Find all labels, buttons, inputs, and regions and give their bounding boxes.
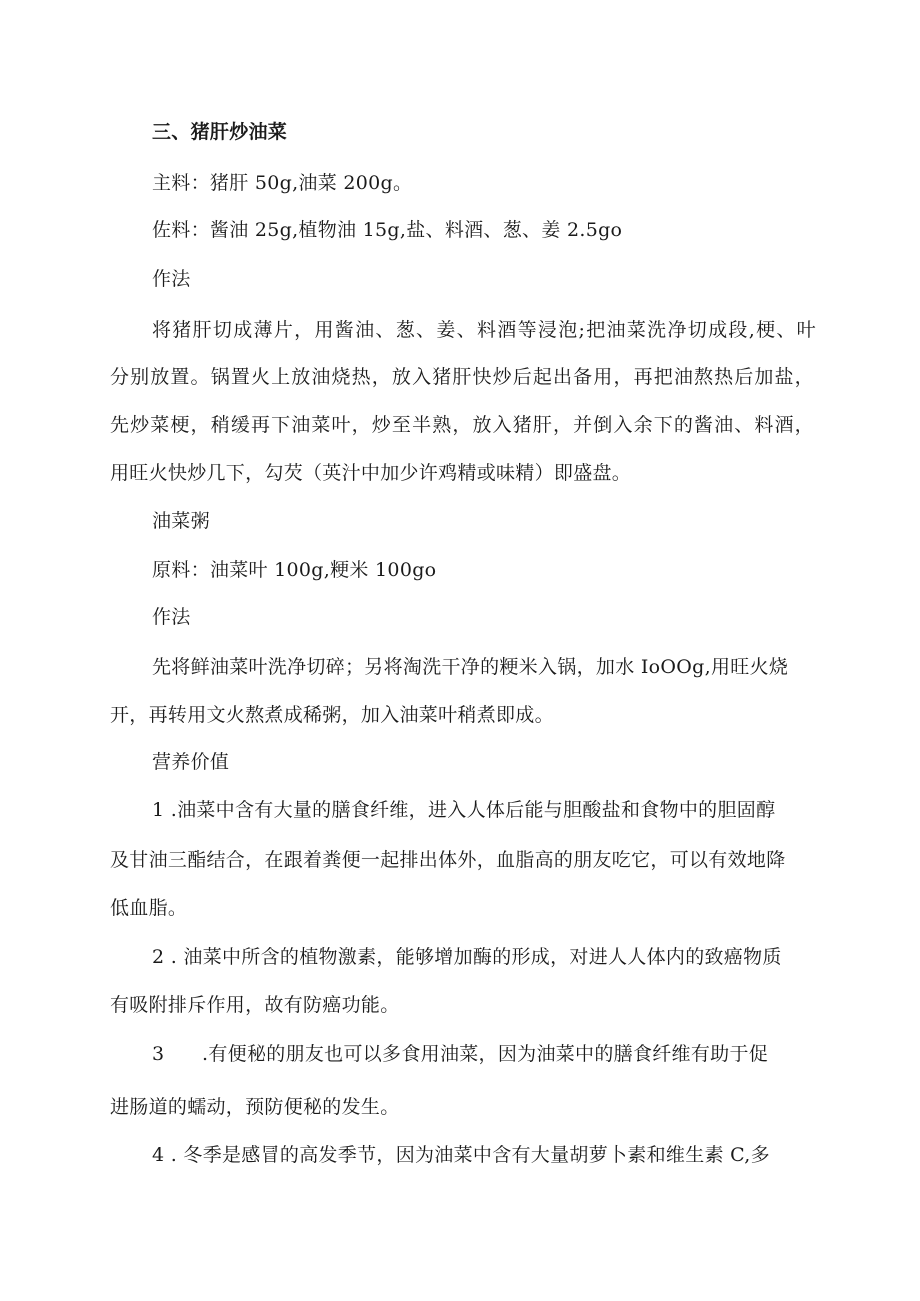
nutrition-item-line: 1 .油菜中含有大量的膳食纤维，进入人体后能与胆酸盐和食物中的胆固醇 [152,799,776,821]
main-ingredients: 主料：猪肝 50g,油菜 200g。 [152,172,413,194]
method-line: 先炒菜梗，稍缓再下油菜叶，炒至半熟，放入猪肝，并倒入余下的酱油、料酒， [110,414,814,436]
nutrition-item-line: 低血脂。 [110,897,188,919]
congee-ingredients: 原料：油菜叶 100g,粳米 100go [152,559,437,581]
congee-title: 油菜粥 [152,510,210,532]
nutrition-item-line: 4 . 冬季是感冒的高发季节，因为油菜中含有大量胡萝卜素和维生素 C,多 [152,1144,770,1166]
method-line: 用旺火快炒几下，勾芡（英汁中加少许鸡精或味精）即盛盘。 [110,462,632,484]
nutrition-item-line: 有吸附排斥作用，故有防癌功能。 [110,994,400,1016]
congee-method-line: 开，再转用文火熬煮成稀粥，加入油菜叶稍煮即成。 [110,704,554,726]
method-heading: 作法 [152,606,191,628]
method-line: 分别放置。锅置火上放油烧热，放入猪肝快炒后起出备用，再把油熬热后加盐， [110,366,814,388]
nutrition-heading: 营养价值 [152,751,230,773]
nutrition-item-text: .有便秘的朋友也可以多食用油菜，因为油菜中的膳食纤维有助于促 [202,1043,769,1065]
method-line: 将猪肝切成薄片，用酱油、葱、姜、料酒等浸泡;把油菜洗净切成段,梗、叶 [152,319,816,341]
nutrition-item-line: 进肠道的蠕动，预防便秘的发生。 [110,1096,400,1118]
nutrition-item-number: 3 [152,1043,165,1065]
congee-method-line: 先将鲜油菜叶洗净切碎；另将淘洗干净的粳米入锅，加水 IoOOg,用旺火烧 [152,656,789,678]
method-heading: 作法 [152,268,191,290]
nutrition-item-line: 2 . 油菜中所含的植物激素，能够增加酶的形成，对进人人体内的致癌物质 [152,946,782,968]
nutrition-item-line: 及甘油三酯结合，在跟着粪便一起排出体外，血脂高的朋友吃它，可以有效地降 [110,849,786,871]
side-ingredients: 佐料：酱油 25g,植物油 15g,盐、料酒、葱、姜 2.5go [152,219,623,241]
nutrition-item-line [152,1042,768,1066]
recipe-title: 三、猪肝炒油菜 [152,121,288,143]
